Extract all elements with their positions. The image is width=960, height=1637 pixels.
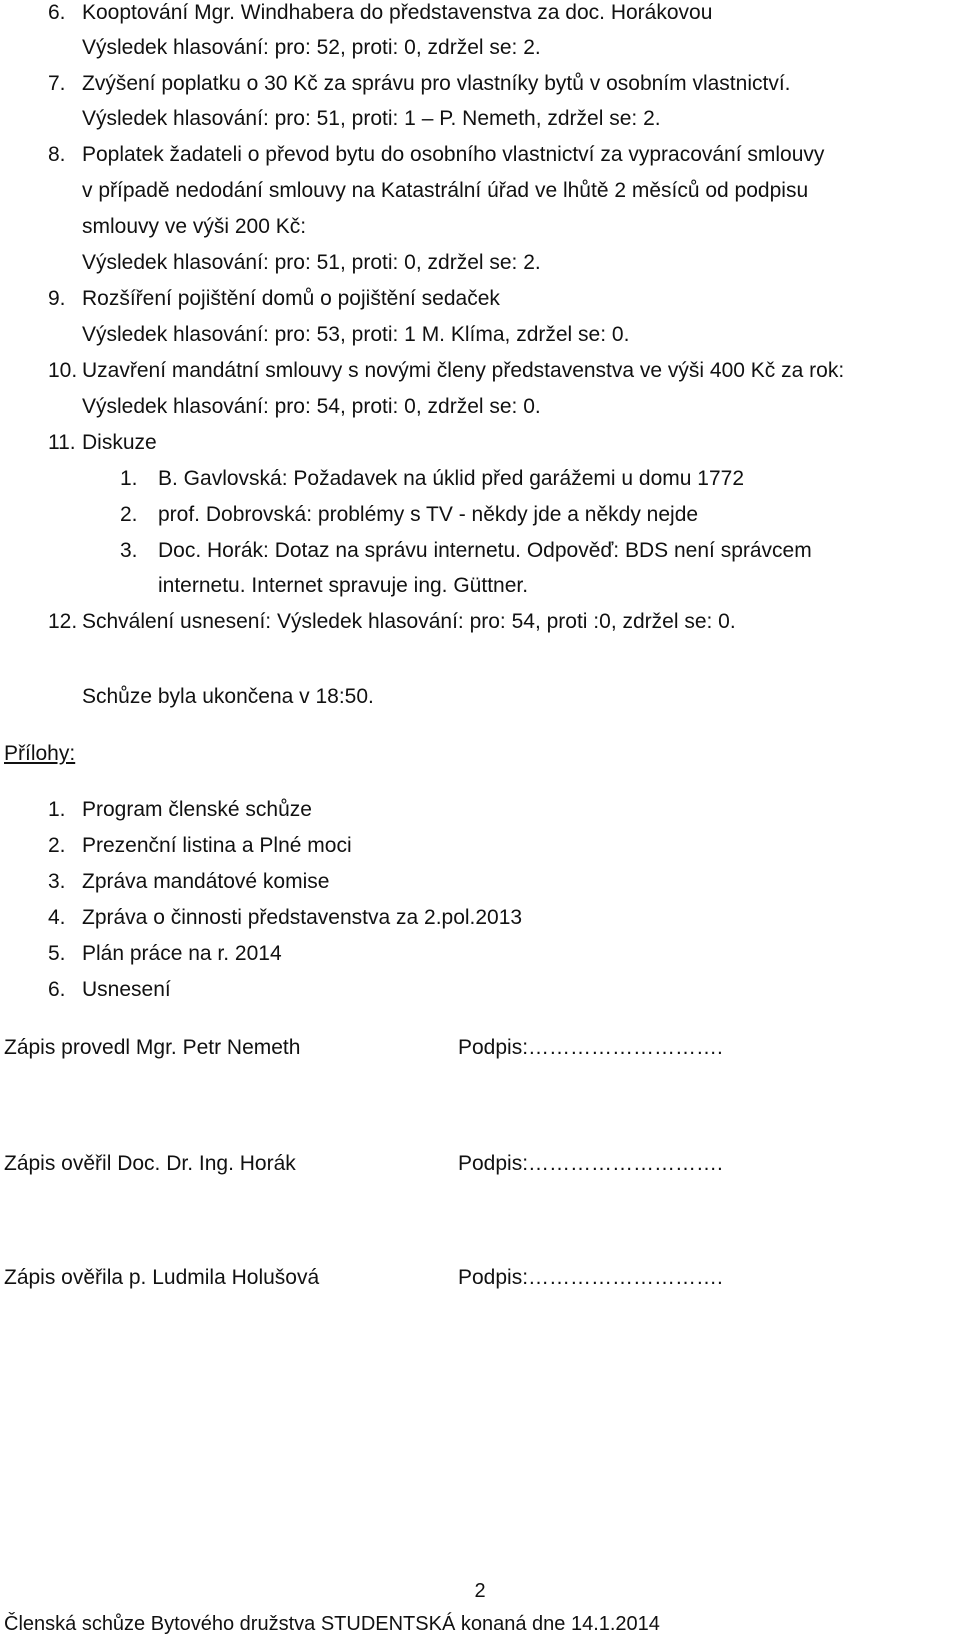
discussion-text: prof. Dobrovská: problémy s TV - někdy jde a někdy nejde [158, 503, 699, 526]
page-number: 2 [474, 1580, 486, 1602]
item-text: Rozšíření pojištění domů o pojištění sedaček [82, 287, 500, 310]
discussion-number: 1. [120, 467, 138, 490]
discussion-text: B. Gavlovská: Požadavek na úklid před garážemi u domu 1772 [158, 467, 745, 490]
attachment-number: 3. [48, 870, 66, 893]
attachment-number: 6. [48, 978, 66, 1001]
item-text: v případě nedodání smlouvy na Katastrální úřad ve lhůtě 2 měsíců od podpisu [82, 179, 809, 202]
attachment-text: Prezenční listina a Plné moci [82, 834, 352, 857]
signature-line: Podpis:………………………. [458, 1266, 723, 1289]
item-number: 12. [48, 610, 78, 633]
item-text: Výsledek hlasování: pro: 51, proti: 1 – P. Nemeth, zdržel se: 2. [82, 107, 661, 130]
signature-line: Podpis:………………………. [458, 1152, 723, 1175]
item-number: 6. [48, 1, 66, 24]
item-number: 7. [48, 72, 66, 95]
attachment-text: Program členské schůze [82, 798, 312, 821]
signature-name: Zápis provedl Mgr. Petr Nemeth [4, 1036, 301, 1059]
item-number: 11. [48, 431, 76, 454]
item-number: 10. [48, 359, 78, 382]
item-number: 8. [48, 143, 66, 166]
discussion-number: 3. [120, 539, 138, 562]
item-text: Výsledek hlasování: pro: 51, proti: 0, zdržel se: 2. [82, 251, 541, 274]
item-text: Výsledek hlasování: pro: 52, proti: 0, zdržel se: 2. [82, 36, 541, 59]
discussion-text: Doc. Horák: Dotaz na správu internetu. Odpověď: BDS není správcem [158, 539, 812, 562]
signature-name: Zápis ověřil Doc. Dr. Ing. Horák [4, 1152, 296, 1175]
attachment-text: Plán práce na r. 2014 [82, 942, 282, 965]
item-text: Poplatek žadateli o převod bytu do osobního vlastnictví za vypracování smlouvy [82, 143, 825, 166]
attachment-text: Zpráva o činnosti představenstva za 2.pol.2013 [82, 906, 523, 929]
item-text: Zvýšení poplatku o 30 Kč za správu pro vlastníky bytů v osobním vlastnictví. [82, 72, 791, 95]
item-text: Výsledek hlasování: pro: 54, proti: 0, zdržel se: 0. [82, 395, 541, 418]
item-text: Schválení usnesení: Výsledek hlasování: pro: 54, proti :0, zdržel se: 0. [82, 610, 736, 633]
attachment-text: Zpráva mandátové komise [82, 870, 330, 893]
attachment-number: 5. [48, 942, 66, 965]
item-text: smlouvy ve výši 200 Kč: [82, 215, 307, 238]
signature-name: Zápis ověřila p. Ludmila Holušová [4, 1266, 320, 1289]
item-text: Diskuze [82, 431, 157, 454]
discussion-text: internetu. Internet spravuje ing. Güttner. [158, 574, 529, 597]
attachment-number: 4. [48, 906, 66, 929]
attachment-number: 1. [48, 798, 66, 821]
attachments-heading: Přílohy: [4, 742, 76, 765]
attachment-number: 2. [48, 834, 66, 857]
item-text: Kooptování Mgr. Windhabera do představenstva za doc. Horákovou [82, 1, 713, 24]
item-text: Uzavření mandátní smlouvy s novými členy představenstva ve výši 400 Kč za rok: [82, 359, 845, 382]
attachment-text: Usnesení [82, 978, 171, 1001]
item-number: 9. [48, 287, 66, 310]
closing-text: Schůze byla ukončena v 18:50. [82, 685, 374, 708]
signature-line: Podpis:………………………. [458, 1036, 723, 1059]
footer-text: Členská schůze Bytového družstva STUDENTSKÁ konaná dne 14.1.2014 [4, 1613, 660, 1635]
discussion-number: 2. [120, 503, 138, 526]
item-text: Výsledek hlasování: pro: 53, proti: 1 M. Klíma, zdržel se: 0. [82, 323, 630, 346]
